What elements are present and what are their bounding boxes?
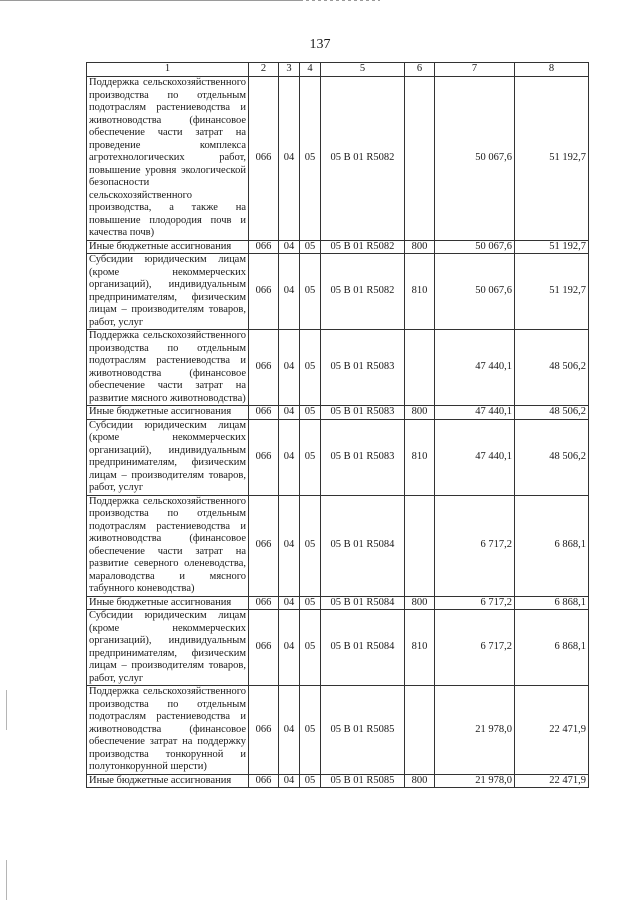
amount-year1-cell: 21 978,0 <box>435 774 515 788</box>
amount-year1-cell: 50 067,6 <box>435 77 515 241</box>
header-cell: 1 <box>87 63 249 77</box>
amount-year2-cell: 48 506,2 <box>515 330 589 406</box>
subsection-cell: 05 <box>300 77 321 241</box>
subsection-cell: 05 <box>300 686 321 775</box>
amount-year2-cell: 6 868,1 <box>515 495 589 596</box>
expense-type-cell: 800 <box>405 774 435 788</box>
expense-type-cell: 810 <box>405 254 435 330</box>
subsection-cell: 05 <box>300 406 321 420</box>
target-article-cell: 05 В 01 R5082 <box>321 77 405 241</box>
target-article-cell: 05 В 01 R5082 <box>321 254 405 330</box>
table-row <box>87 240 589 254</box>
admin-code-cell: 066 <box>249 686 279 775</box>
row-name-cell: Поддержка сельскохозяйственного производства по отдельным подотраслям растениеводства и животноводства (финансовое обеспечение затрат на поддержку производства тонкорунной и полутонкорунной шерсти) <box>87 686 249 775</box>
subsection-cell: 05 <box>300 240 321 254</box>
amount-year2-cell: 51 192,7 <box>515 240 589 254</box>
subsection-cell: 05 <box>300 596 321 610</box>
header-cell: 3 <box>279 63 300 77</box>
margin-mark <box>6 690 7 730</box>
row-name-cell: Субсидии юридическим лицам (кроме некоммерческих организаций), индивидуальным предпринимателям, физическим лицам – производителям товаров, работ, услуг <box>87 419 249 495</box>
amount-year1-cell: 50 067,6 <box>435 240 515 254</box>
header-cell: 4 <box>300 63 321 77</box>
section-cell: 04 <box>279 330 300 406</box>
header-cell: 8 <box>515 63 589 77</box>
section-cell: 04 <box>279 596 300 610</box>
amount-year1-cell: 47 440,1 <box>435 419 515 495</box>
amount-year2-cell: 48 506,2 <box>515 419 589 495</box>
amount-year2-cell: 6 868,1 <box>515 610 589 686</box>
target-article-cell: 05 В 01 R5083 <box>321 419 405 495</box>
expense-type-cell <box>405 686 435 775</box>
row-name-cell: Поддержка сельскохозяйственного производства по отдельным подотраслям растениеводства и животноводства (финансовое обеспечение части затрат на проведение комплекса агротехнологических работ, повышение уровня экологической безопасности сельскохозяйственного производства, а также на повышение плодородия почв и качества почв) <box>87 77 249 241</box>
admin-code-cell: 066 <box>249 596 279 610</box>
amount-year2-cell: 51 192,7 <box>515 77 589 241</box>
admin-code-cell: 066 <box>249 774 279 788</box>
amount-year1-cell: 47 440,1 <box>435 406 515 420</box>
amount-year2-cell: 51 192,7 <box>515 254 589 330</box>
admin-code-cell: 066 <box>249 610 279 686</box>
section-cell: 04 <box>279 495 300 596</box>
table-row <box>87 774 589 788</box>
header-row <box>87 63 589 77</box>
admin-code-cell: 066 <box>249 330 279 406</box>
expense-type-cell <box>405 77 435 241</box>
table-row <box>87 610 589 686</box>
table-row <box>87 419 589 495</box>
margin-mark <box>6 860 7 900</box>
amount-year2-cell: 22 471,9 <box>515 686 589 775</box>
subsection-cell: 05 <box>300 495 321 596</box>
target-article-cell: 05 В 01 R5084 <box>321 495 405 596</box>
expense-type-cell: 810 <box>405 610 435 686</box>
row-name-cell: Иные бюджетные ассигнования <box>87 596 249 610</box>
expense-type-cell: 800 <box>405 406 435 420</box>
subsection-cell: 05 <box>300 254 321 330</box>
target-article-cell: 05 В 01 R5084 <box>321 596 405 610</box>
admin-code-cell: 066 <box>249 406 279 420</box>
admin-code-cell: 066 <box>249 240 279 254</box>
section-cell: 04 <box>279 240 300 254</box>
target-article-cell: 05 В 01 R5085 <box>321 774 405 788</box>
section-cell: 04 <box>279 406 300 420</box>
row-name-cell: Субсидии юридическим лицам (кроме некоммерческих организаций), индивидуальным предпринимателям, физическим лицам – производителям товаров, работ, услуг <box>87 254 249 330</box>
scan-edge-line <box>0 0 300 1</box>
row-name-cell: Иные бюджетные ассигнования <box>87 406 249 420</box>
amount-year2-cell: 6 868,1 <box>515 596 589 610</box>
table-row <box>87 495 589 596</box>
expense-type-cell: 800 <box>405 240 435 254</box>
target-article-cell: 05 В 01 R5083 <box>321 406 405 420</box>
admin-code-cell: 066 <box>249 77 279 241</box>
header-cell: 6 <box>405 63 435 77</box>
row-name-cell: Поддержка сельскохозяйственного производства по отдельным подотраслям растениеводства и животноводства (финансовое обеспечение части затрат на развитие мясного животноводства) <box>87 330 249 406</box>
budget-table <box>86 62 589 788</box>
amount-year1-cell: 6 717,2 <box>435 495 515 596</box>
expense-type-cell <box>405 330 435 406</box>
amount-year1-cell: 21 978,0 <box>435 686 515 775</box>
table-row <box>87 330 589 406</box>
scan-edge-dash <box>300 0 380 1</box>
amount-year1-cell: 50 067,6 <box>435 254 515 330</box>
section-cell: 04 <box>279 419 300 495</box>
table-row <box>87 406 589 420</box>
table-row <box>87 686 589 775</box>
admin-code-cell: 066 <box>249 495 279 596</box>
header-cell: 2 <box>249 63 279 77</box>
header-cell: 5 <box>321 63 405 77</box>
subsection-cell: 05 <box>300 610 321 686</box>
section-cell: 04 <box>279 77 300 241</box>
target-article-cell: 05 В 01 R5084 <box>321 610 405 686</box>
amount-year1-cell: 6 717,2 <box>435 596 515 610</box>
header-cell: 7 <box>435 63 515 77</box>
section-cell: 04 <box>279 774 300 788</box>
expense-type-cell: 800 <box>405 596 435 610</box>
amount-year1-cell: 6 717,2 <box>435 610 515 686</box>
table-row <box>87 77 589 241</box>
row-name-cell: Субсидии юридическим лицам (кроме некоммерческих организаций), индивидуальным предпринимателям, физическим лицам – производителям товаров, работ, услуг <box>87 610 249 686</box>
amount-year2-cell: 22 471,9 <box>515 774 589 788</box>
target-article-cell: 05 В 01 R5085 <box>321 686 405 775</box>
section-cell: 04 <box>279 610 300 686</box>
amount-year1-cell: 47 440,1 <box>435 330 515 406</box>
expense-type-cell <box>405 495 435 596</box>
admin-code-cell: 066 <box>249 419 279 495</box>
section-cell: 04 <box>279 686 300 775</box>
expense-type-cell: 810 <box>405 419 435 495</box>
subsection-cell: 05 <box>300 774 321 788</box>
table-row <box>87 596 589 610</box>
subsection-cell: 05 <box>300 330 321 406</box>
admin-code-cell: 066 <box>249 254 279 330</box>
table-row <box>87 254 589 330</box>
row-name-cell: Иные бюджетные ассигнования <box>87 240 249 254</box>
target-article-cell: 05 В 01 R5083 <box>321 330 405 406</box>
row-name-cell: Иные бюджетные ассигнования <box>87 774 249 788</box>
target-article-cell: 05 В 01 R5082 <box>321 240 405 254</box>
row-name-cell: Поддержка сельскохозяйственного производства по отдельным подотраслям растениеводства и животноводства (финансовое обеспечение части затрат на развитие северного оленеводства, мараловодства и мясного табунного коневодства) <box>87 495 249 596</box>
page-number: 137 <box>309 37 331 52</box>
section-cell: 04 <box>279 254 300 330</box>
amount-year2-cell: 48 506,2 <box>515 406 589 420</box>
subsection-cell: 05 <box>300 419 321 495</box>
table-body <box>87 77 589 788</box>
